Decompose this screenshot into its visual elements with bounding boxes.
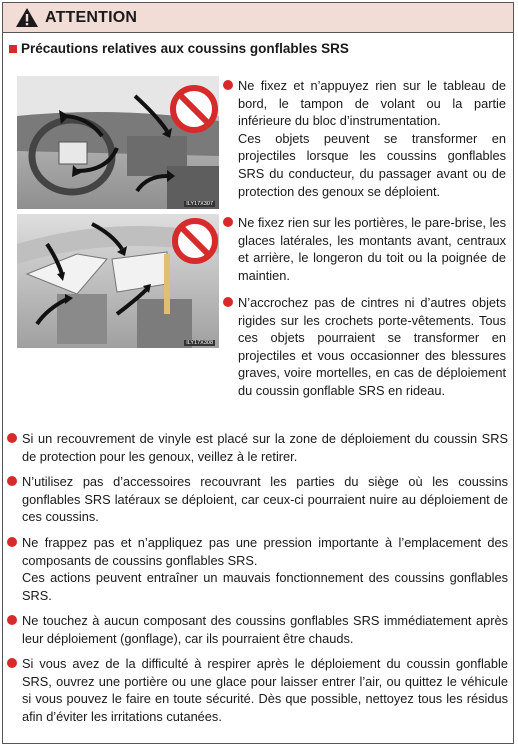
list-item: Ne fixez rien sur les portières, le pare-brise, les glaces latérales, les montants avant, centraux et arrière, le longeron du toit ou la poignée de maintien. [238,214,506,284]
list-item: Ne touchez à aucun composant des coussins gonflables SRS immédiatement après leur déploiement (gonflage), car ils pourraient être chauds. [22,612,508,647]
figure-cabin [17,214,219,348]
bullet-icon [7,476,17,486]
dashboard-illustration [17,76,219,209]
cabin-illustration [17,214,219,348]
list-item: Ne frappez pas et n’appliquez pas une pression importante à l’emplacement des composants de coussins gonflables SRS. Ces actions peuvent entraîner un mauvais fonctionnement des coussins gonflables SRS. [22,534,508,604]
figure-code: ILY17X308 [186,340,213,346]
list-item: N’utilisez pas d’accessoires recouvrant les parties du siège où les coussins gonflables SRS latéraux se déploient, car ceux-ci pourraient nuire au déploiement de ces coussins. [22,473,508,526]
list-item: Ne fixez et n’appuyez rien sur le tableau de bord, le tampon de volant ou la partie inférieure du bloc d’instrumentation. Ces objets peuvent se transformer en projectiles lorsque les coussins gonflables SRS du conducteur, du passager avant ou de protection des genoux se déploient. [238,77,506,200]
list-item: N’accrochez pas de cintres ni d’autres objets rigides sur les crochets porte-vêtements. Tous ces objets pourraient se transformer en projectiles et vous occasionner des blessures graves, voire mortelles, en cas de déploiement du coussin gonflable SRS en rideau. [238,294,506,400]
section-title [9,41,349,56]
attention-header [3,3,513,33]
figure-dashboard [17,76,219,209]
header-title: ATTENTION [45,8,138,26]
bullet-icon [223,217,233,227]
bullet-icon [223,80,233,90]
warning-triangle-icon [15,7,39,28]
bullet-icon [7,615,17,625]
section-marker-icon [9,45,17,53]
section-title-text: Précautions relatives aux coussins gonflables SRS [21,41,349,56]
bullet-icon [7,537,17,547]
list-item: Si vous avez de la difficulté à respirer après le déploiement du coussin gonflable SRS, ouvrez une portière ou une glace pour laisser entrer l’air, ou quittez le véhicule si vous pouvez le faire en toute sécurité. Dès que possible, nettoyez tous les résidus afin d’éviter les irritations cutanées. [22,655,508,725]
list-item: Si un recouvrement de vinyle est placé sur la zone de déploiement du coussin SRS de protection pour les genoux, veillez à le retirer. [22,430,508,465]
bullet-icon [7,433,17,443]
bullet-icon [223,297,233,307]
bullet-icon [7,658,17,668]
figure-code: ILY17X307 [186,201,213,207]
